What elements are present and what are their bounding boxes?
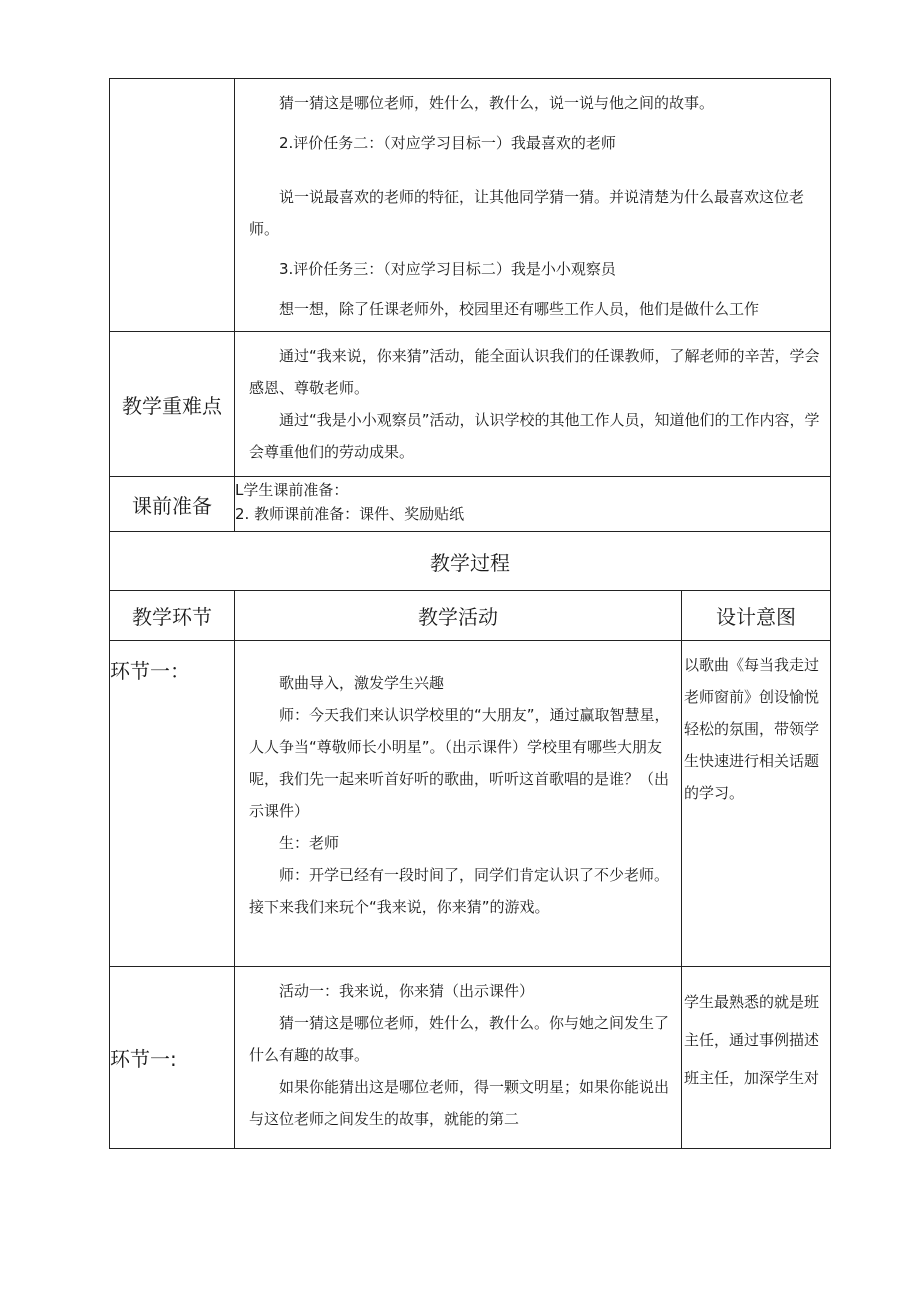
stage2-activity [234,967,681,1148]
stage2-row [109,967,831,1149]
stage2-intent: 学生最熟悉的就是班主任，通过事例描述班主任，加深学生对 [681,967,830,1148]
task1-question: 猜一猜这是哪位老师，姓什么，教什么，说一说与他之间的故事。 [279,94,715,112]
process-title: 教学过程 [430,550,510,575]
preparation-content [234,477,830,531]
evaluation-tasks-row [109,78,831,332]
header-activity: 教学活动 [234,591,681,640]
key-points-row [109,332,831,477]
evaluation-tasks-cell [234,79,830,331]
stage1-line-2: 师：今天我们来认识学校里的“大朋友”，通过赢取智慧星，人人争当“尊敬师长小明星”。（出示课件）学校里有哪些大朋友呢，我们先一起来听首好听的歌曲，听听这首歌唱的是谁？（出示课件） [249,706,670,820]
process-header-row [109,591,831,641]
task3-title: 3.评价任务三：（对应学习目标二）我是小小观察员 [279,260,616,278]
key-points-content [234,332,830,476]
student-preparation: L学生课前准备： [235,481,349,499]
preparation-row [109,477,831,532]
process-title-row [109,532,831,591]
stage1-intent: 以歌曲《每当我走过老师窗前》创设愉悦轻松的氛围，带领学生快速进行相关话题的学习。 [681,641,830,966]
key-points-label: 教学重难点 [122,393,222,418]
stage1-line-3: 生：老师 [279,834,340,852]
stage2-line-1: 活动一：我来说，你来猜（出示课件） [279,982,535,1000]
teacher-preparation: 2. 教师课前准备：课件、奖励贴纸 [235,505,465,523]
stage1-line-4: 师：开学已经有一段时间了，同学们肯定认识了不少老师。接下来我们来玩个“我来说，你来猜”的游戏。 [249,866,670,916]
header-stage: 教学环节 [132,605,212,629]
stage1-row [109,641,831,967]
stage2-line-2: 猜一猜这是哪位老师，姓什么，教什么。你与她之间发生了什么有趣的故事。 [249,1014,670,1064]
key-point-1: 通过“我来说，你来猜”活动，能全面认识我们的任课教师，了解老师的辛苦，学会感恩、尊敬老师。 [249,347,820,397]
task3-description: 想一想，除了任课老师外，校园里还有哪些工作人员，他们是做什么工作 [279,300,760,318]
stage1-line-1: 歌曲导入，激发学生兴趣 [279,674,445,692]
task2-description: 说一说最喜欢的老师的特征，让其他同学猜一猜。并说清楚为什么最喜欢这位老师。 [249,188,805,238]
stage1-activity [234,641,681,966]
header-intent: 设计意图 [681,591,830,640]
lesson-plan-table [109,78,831,1149]
stage2-label: 环节一: [110,1047,177,1071]
stage2-line-3: 如果你能猜出这是哪位老师，得一颗文明星；如果你能说出与这位老师之间发生的故事，就能的第二 [249,1078,670,1128]
stage1-label: 环节一： [110,659,190,683]
task2-title: 2.评价任务二：（对应学习目标一）我最喜欢的老师 [279,134,616,152]
key-point-2: 通过“我是小小观察员”活动，认识学校的其他工作人员，知道他们的工作内容，学会尊重他们的劳动成果。 [249,411,820,461]
preparation-label: 课前准备 [132,493,212,518]
